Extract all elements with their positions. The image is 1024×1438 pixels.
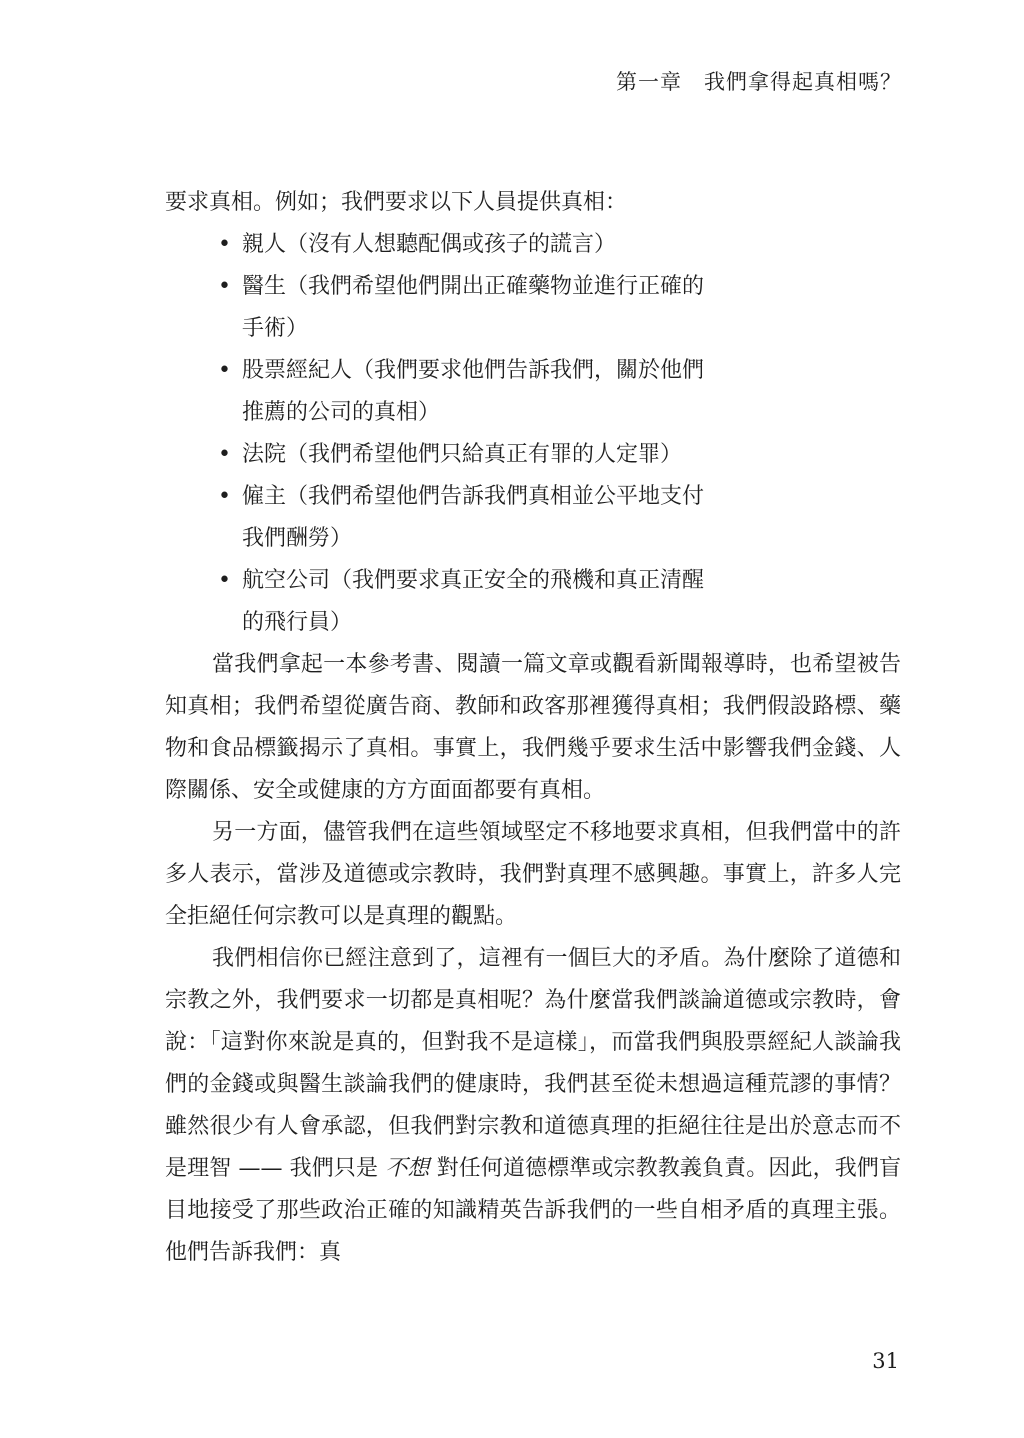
emphasized-text: 不想	[385, 1156, 430, 1181]
list-item-text: 股票經紀人（我們要求他們告訴我們，關於他們推薦的公司的真相）	[242, 358, 705, 425]
list-item-text: 法院（我們希望他們只給真正有罪的人定罪）	[242, 442, 683, 467]
paragraph-3-text-continued: 對任何道德標準或宗教教義負責。因此，我們盲目地接受了那些政治正確的知識精英告訴我們的一些自相矛盾的真理主張。他們告訴我們：真	[165, 1156, 901, 1265]
paragraph-3-text: 我們相信你已經注意到了，這裡有一個巨大的矛盾。為什麼除了道德和宗教之外，我們要求一切都是真相呢？為什麼當我們談論道德或宗教時，會說：「這對你來說是真的，但對我不是這樣」，而當我們與股票經紀人談論我們的金錢或與醫生談論我們的健康時，我們甚至從未想過這種荒謬的事情？雖然很少有人會承認，但我們對宗教和道德真理的拒絕往往是出於意志而不是理智 —— 我們只是	[165, 946, 901, 1181]
intro-line: 要求真相。例如；我們要求以下人員提供真相：	[165, 190, 628, 215]
list-item-text: 醫生（我們希望他們開出正確藥物並進行正確的手術）	[242, 274, 705, 341]
list-item	[165, 350, 722, 434]
bullet-icon: •	[218, 232, 231, 257]
bullet-icon: •	[218, 568, 231, 593]
bullet-icon: •	[218, 484, 231, 509]
paragraph-2: 另一方面，儘管我們在這些領域堅定不移地要求真相，但我們當中的許多人表示，當涉及道德或宗教時，我們對真理不感興趣。事實上，許多人完全拒絕任何宗教可以是真理的觀點。	[165, 820, 901, 929]
page-number: 31	[872, 1349, 899, 1373]
list-item	[165, 560, 722, 644]
list-item-text: 親人（沒有人想聽配偶或孩子的謊言）	[242, 232, 617, 257]
paragraph-3	[165, 938, 901, 1274]
body-text	[165, 182, 901, 1274]
list-item	[165, 434, 722, 476]
list-item	[165, 224, 722, 266]
list-item-text: 僱主（我們希望他們告訴我們真相並公平地支付我們酬勞）	[242, 484, 705, 551]
paragraph-1: 當我們拿起一本參考書、閱讀一篇文章或觀看新聞報導時，也希望被告知真相；我們希望從廣告商、教師和政客那裡獲得真相；我們假設路標、藥物和食品標籤揭示了真相。事實上，我們幾乎要求生活中影響我們金錢、人際關係、安全或健康的方方面面都要有真相。	[165, 652, 901, 803]
list-item-text: 航空公司（我們要求真正安全的飛機和真正清醒的飛行員）	[242, 568, 705, 635]
running-header: 第一章 我們拿得起真相嗎？	[616, 70, 902, 94]
bullet-icon: •	[218, 274, 231, 299]
bullet-icon: •	[218, 442, 231, 467]
bullet-list	[165, 224, 901, 644]
bullet-icon: •	[218, 358, 231, 383]
list-item	[165, 266, 722, 350]
list-item	[165, 476, 722, 560]
